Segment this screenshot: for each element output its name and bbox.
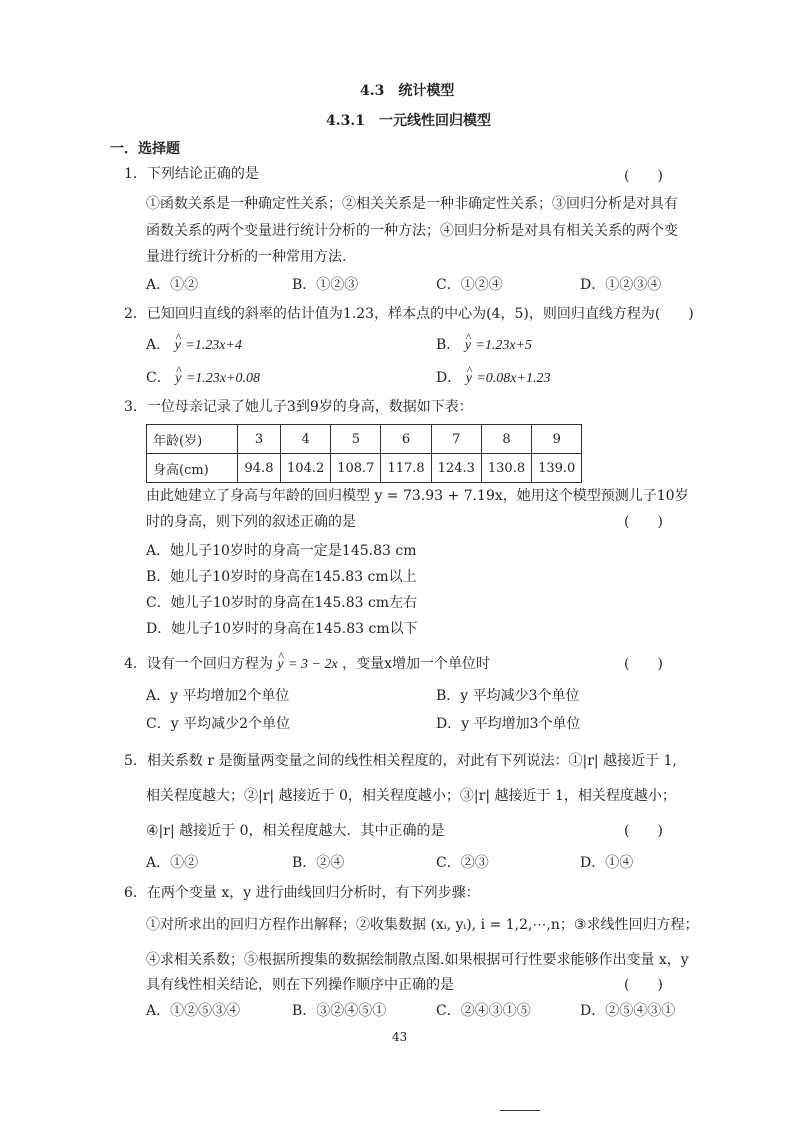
table-header-age: 年龄(岁) <box>147 425 238 454</box>
q6-option-d[interactable]: D．②⑤④③① <box>580 1003 676 1019</box>
q2-option-a-label: A． <box>146 337 171 353</box>
table-cell: 4 <box>281 425 331 454</box>
q5-line3: ④|r| 越接近于 0，相关程度越大．其中正确的是 <box>146 823 445 839</box>
q6-option-b[interactable]: B．③②④⑤① <box>292 1003 387 1019</box>
q2-option-c[interactable] <box>146 369 260 388</box>
q1-paren: ( ) <box>624 168 663 184</box>
q1-stem: 1．下列结论正确的是 <box>124 166 259 182</box>
y-hat-symbol: ^ y <box>466 370 472 388</box>
q1-option-c[interactable]: C．①②④ <box>436 277 503 293</box>
q3-paren: ( ) <box>624 514 663 530</box>
table-cell: 104.2 <box>281 454 331 483</box>
q3-line1: 由此她建立了身高与年龄的回归模型 y = 73.93 + 7.19x，她用这个模型预测儿子10岁 <box>146 488 689 504</box>
q2-option-c-eq: =1.23x+0.08 <box>185 371 260 386</box>
q2-option-d[interactable] <box>436 369 550 388</box>
part-title: 一．选择题 <box>110 141 180 157</box>
q6-line3: ④求相关系数；⑤根据所搜集的数据绘制散点图.如果根据可行性要求能够作出变量 x，y <box>146 952 689 968</box>
table-cell: 7 <box>431 425 481 454</box>
q4-stem-text: 4．设有一个回归方程为 <box>124 656 273 672</box>
q2-option-d-label: D． <box>436 370 462 386</box>
q4-stem <box>124 655 490 674</box>
table-row <box>147 454 582 483</box>
q6-option-a[interactable]: A．①②⑤③④ <box>146 1003 241 1019</box>
q5-option-b[interactable]: B．②④ <box>292 855 345 871</box>
q6-line4: 具有线性相关结论，则在下列操作顺序中正确的是 <box>146 977 454 993</box>
q2-option-b-label: B． <box>436 337 461 353</box>
q5-line1: 5．相关系数 r 是衡量两变量之间的线性相关程度的，对此有下列说法：①|r| 越接近于 1, <box>124 753 677 769</box>
table-cell: 108.7 <box>331 454 381 483</box>
table-cell: 130.8 <box>481 454 531 483</box>
table-cell: 124.3 <box>431 454 481 483</box>
y-hat-symbol: ^ y <box>175 370 181 388</box>
q3-option-d[interactable]: D．她儿子10岁时的身高在145.83 cm以下 <box>146 621 418 637</box>
q4-option-d[interactable]: D．y 平均增加3个单位 <box>436 716 581 732</box>
q3-option-b[interactable]: B．她儿子10岁时的身高在145.83 cm以上 <box>146 569 417 585</box>
q2-option-b[interactable] <box>436 336 532 355</box>
q5-option-d[interactable]: D．①④ <box>580 855 634 871</box>
q2-stem: 2．已知回归直线的斜率的估计值为1.23，样本点的中心为(4，5)，则回归直线方程为( ) <box>124 306 694 322</box>
q3-stem: 3．一位母亲记录了她儿子3到9岁的身高，数据如下表： <box>124 399 473 415</box>
table-cell: 6 <box>381 425 431 454</box>
q1-line1: ①函数关系是一种确定性关系；②相关关系是一种非确定性关系；③回归分析是对具有 <box>146 196 678 212</box>
q1-line2: 函数关系的两个变量进行统计分析的一种方法；④回归分析是对具有相关关系的两个变 <box>146 223 678 239</box>
q5-option-c[interactable]: C．②③ <box>436 855 489 871</box>
page-number: 43 <box>392 1030 408 1044</box>
table-cell: 117.8 <box>381 454 431 483</box>
q2-option-d-eq: =0.08x+1.23 <box>476 371 551 386</box>
q1-option-a[interactable]: A．①② <box>146 277 199 293</box>
table-cell: 139.0 <box>532 454 582 483</box>
q6-option-c[interactable]: C．②④③①⑤ <box>436 1003 531 1019</box>
q2-option-b-eq: =1.23x+5 <box>475 338 533 353</box>
y-hat-symbol: ^ y <box>465 337 471 355</box>
q3-line2: 时的身高，则下列的叙述正确的是 <box>146 514 356 530</box>
q6-line2: ①对所求出的回归方程作出解释；②收集数据 (xᵢ, yᵢ), i = 1,2,⋯,n；③求线性回归方程； <box>146 917 699 933</box>
q1-option-b[interactable]: B．①②③ <box>292 277 359 293</box>
subsection-title: 4.3.1 一元线性回归模型 <box>326 113 491 129</box>
table-cell: 3 <box>238 425 281 454</box>
q4-equation: = 3 − 2x <box>288 657 338 672</box>
table-cell: 8 <box>481 425 531 454</box>
q5-option-a[interactable]: A．①② <box>146 855 199 871</box>
q5-paren: ( ) <box>624 823 663 839</box>
q2-option-a-eq: =1.23x+4 <box>185 338 242 353</box>
footer-divider <box>500 1110 540 1111</box>
q5-line2: 相关程度越大；②|r| 越接近于 0，相关程度越小；③|r| 越接近于 1，相关程度越小； <box>146 788 676 804</box>
q4-option-b[interactable]: B．y 平均减少3个单位 <box>436 688 580 704</box>
q4-option-a[interactable]: A．y 平均增加2个单位 <box>146 688 290 704</box>
table-cell: 5 <box>331 425 381 454</box>
q6-paren: ( ) <box>624 977 663 993</box>
table-header-height: 身高(cm) <box>147 454 238 483</box>
table-row <box>147 425 582 454</box>
table-cell: 9 <box>532 425 582 454</box>
q4-stem-text-2: ，变量x增加一个单位时 <box>342 656 491 672</box>
q2-option-a[interactable] <box>146 336 242 355</box>
q4-option-c[interactable]: C．y 平均减少2个单位 <box>146 716 290 732</box>
q2-option-c-label: C． <box>146 370 171 386</box>
q3-option-a[interactable]: A．她儿子10岁时的身高一定是145.83 cm <box>146 543 417 559</box>
y-hat-symbol: ^ y <box>277 656 283 674</box>
table-cell: 94.8 <box>238 454 281 483</box>
height-data-table <box>146 424 582 483</box>
y-hat-symbol: ^ y <box>175 337 181 355</box>
q3-option-c[interactable]: C．她儿子10岁时的身高在145.83 cm左右 <box>146 595 418 611</box>
q4-paren: ( ) <box>624 656 663 672</box>
q1-line3: 量进行统计分析的一种常用方法. <box>146 249 347 265</box>
q6-line1: 6．在两个变量 x，y 进行曲线回归分析时，有下列步骤： <box>124 885 480 901</box>
q1-option-d[interactable]: D．①②③④ <box>580 277 662 293</box>
section-title: 4.3 统计模型 <box>360 83 455 99</box>
